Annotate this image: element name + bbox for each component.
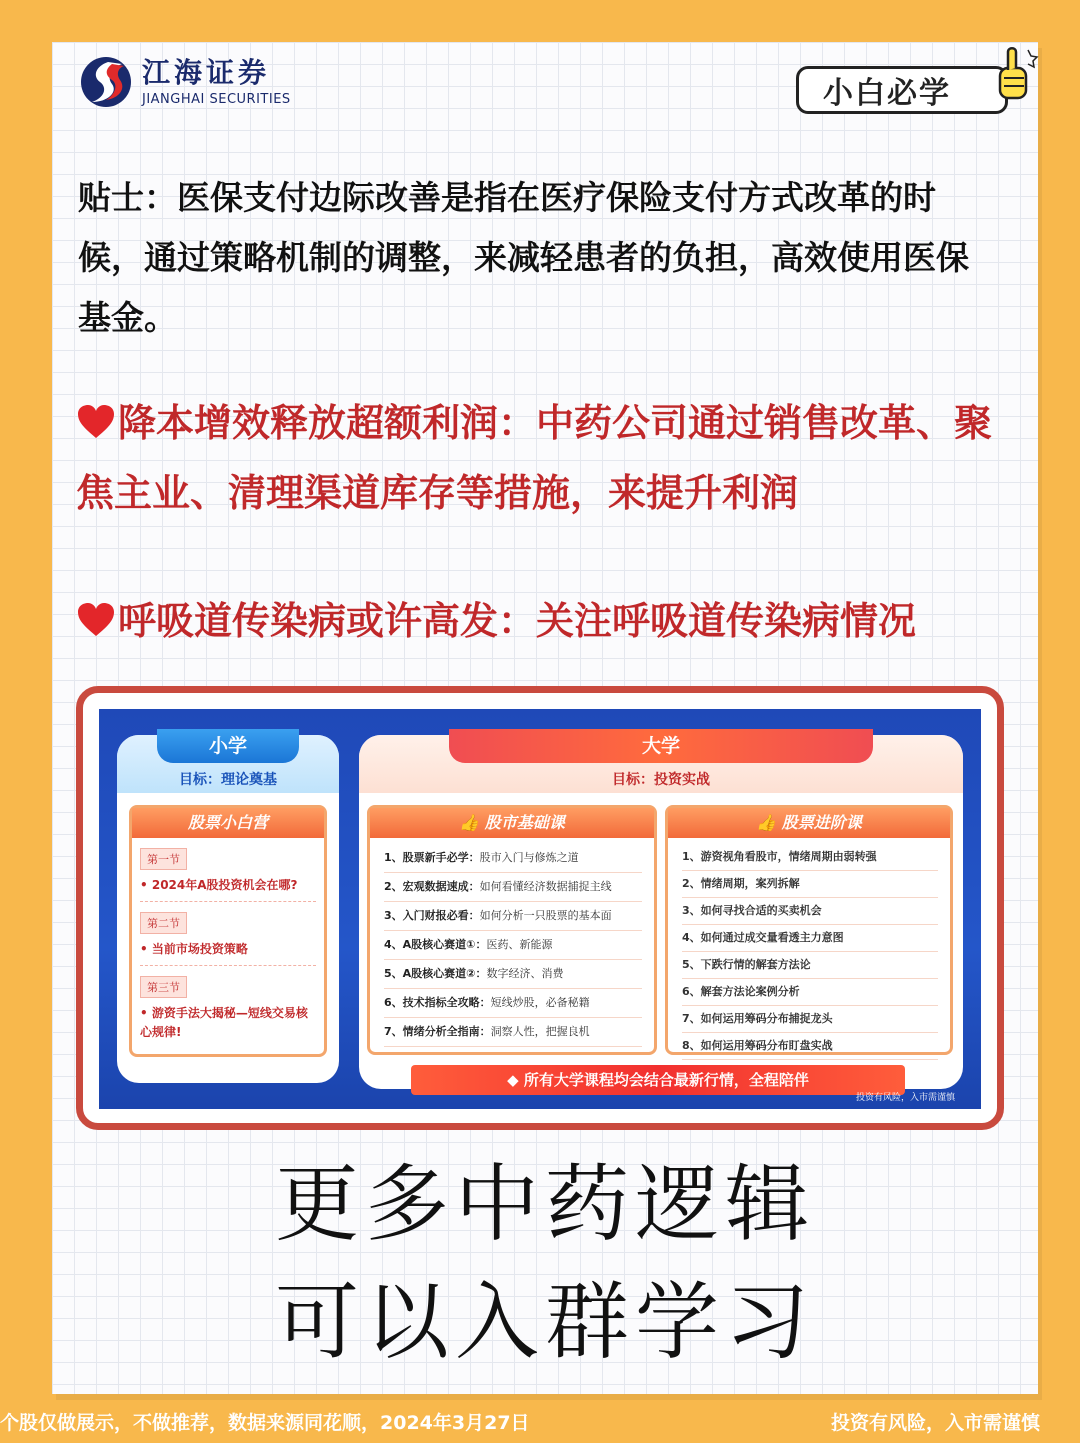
item-head: 7、情绪分析全指南： <box>384 1025 491 1038</box>
advanced-course-box <box>665 805 953 1055</box>
jianghai-logo-icon <box>78 54 134 110</box>
brand-logo <box>78 54 291 110</box>
divider <box>140 901 316 902</box>
item-body: 医药、新能源 <box>486 938 553 951</box>
item-head: 5、A股核心赛道②： <box>384 967 487 980</box>
university-tab: 大学 <box>449 729 873 763</box>
list-item: 4、如何通过成交量看透主力意图 <box>682 925 938 952</box>
list-item: 2、情绪周期，案列拆解 <box>682 871 938 898</box>
basic-course-title-text: 股市基础课 <box>484 813 565 832</box>
item-head: 4、A股核心赛道①： <box>384 938 487 951</box>
panel-disclaimer: 投资有风险，入市需谨慎 <box>855 1093 955 1103</box>
badge-label: 小白必学 <box>823 76 951 111</box>
primary-school-column <box>117 735 339 1083</box>
thumbs-up-icon <box>990 44 1040 102</box>
basic-course-box <box>367 805 657 1055</box>
section-tag: 第二节 <box>140 912 187 934</box>
beginner-camp-title: 股票小白营 <box>132 808 324 838</box>
basic-course-title: 👍 股市基础课 <box>370 808 654 838</box>
university-goal: 目标：投资实战 <box>612 772 710 788</box>
section-3 <box>140 976 324 1042</box>
item-body: 数字经济、消费 <box>486 967 564 980</box>
divider <box>140 965 316 966</box>
list-item <box>384 873 642 902</box>
heart-icon <box>76 602 116 638</box>
brand-name-en: JIANGHAI SECURITIES <box>142 91 291 107</box>
item-head: 2、宏观数据速成： <box>384 880 480 893</box>
item-body: 洞察人性，把握良机 <box>490 1025 590 1038</box>
section-text: • 2024年A股投资机会在哪? <box>140 878 298 892</box>
section-tag: 第三节 <box>140 976 187 998</box>
course-panel <box>99 709 981 1109</box>
item-head: 3、入门财报必看： <box>384 909 480 922</box>
list-item: 6、解套方法论案例分析 <box>682 979 938 1006</box>
cta-line-1: 更多中药逻辑 <box>274 1155 815 1253</box>
advanced-course-title-text: 股票进阶课 <box>781 813 862 832</box>
list-item: 7、如何运用筹码分布捕捉龙头 <box>682 1006 938 1033</box>
content-card <box>52 42 1038 1394</box>
basic-course-list <box>370 838 654 1047</box>
point-text: 降本增效释放超额利润：中药公司通过销售改革、聚焦主业、清理渠道库存等措施，来提升利润 <box>76 401 993 515</box>
university-banner: ◆ 所有大学课程均会结合最新行情，全程陪伴 <box>411 1065 905 1095</box>
item-head: 6、技术指标全攻略： <box>384 996 491 1009</box>
section-text: • 游资手法大揭秘—短线交易核心规律! <box>140 1006 308 1039</box>
section-tag: 第一节 <box>140 848 187 870</box>
list-item: 5、下跌行情的解套方法论 <box>682 952 938 979</box>
footer <box>0 1400 1080 1443</box>
list-item <box>384 931 642 960</box>
list-item: 8、如何运用筹码分布盯盘实战 <box>682 1033 938 1060</box>
item-body: 如何分析一只股票的基本面 <box>479 909 612 922</box>
university-column <box>359 735 963 1089</box>
brand-name-cn: 江海证券 <box>142 55 271 89</box>
banner-text: 所有大学课程均会结合最新行情，全程陪伴 <box>523 1071 809 1089</box>
point-respiratory <box>76 586 1016 656</box>
list-item: 1、游资视角看股市，情绪周期由弱转强 <box>682 844 938 871</box>
heart-icon <box>76 404 116 440</box>
section-text: • 当前市场投资策略 <box>140 942 248 956</box>
item-body: 短线炒股，必备秘籍 <box>490 996 590 1009</box>
advanced-course-list <box>668 838 950 1060</box>
list-item <box>384 989 642 1018</box>
advanced-course-title: 👍 股票进阶课 <box>668 808 950 838</box>
section-2 <box>140 912 324 966</box>
primary-goal: 目标：理论奠基 <box>179 772 277 788</box>
item-head: 1、股票新手必学： <box>384 851 480 864</box>
course-panel-frame <box>76 686 1004 1130</box>
list-item: 3、如何寻找合适的买卖机会 <box>682 898 938 925</box>
item-body: 如何看懂经济数据捕捉主线 <box>479 880 612 893</box>
point-cost-reduction <box>76 388 1016 528</box>
list-item <box>384 902 642 931</box>
cta-line-2: 可以入群学习 <box>274 1273 815 1371</box>
list-item <box>384 1018 642 1047</box>
item-body: 股市入门与修炼之道 <box>479 851 579 864</box>
beginner-camp-box <box>129 805 327 1057</box>
point-text: 呼吸道传染病或许高发：关注呼吸道传染病情况 <box>118 599 917 643</box>
beginner-badge <box>796 66 1008 114</box>
footer-left-note: 个股仅做展示，不做推荐，数据来源同花顺，2024年3月27日 <box>0 1412 530 1434</box>
section-1 <box>140 848 324 902</box>
tip-paragraph: 贴士：医保支付边际改善是指在医疗保险支付方式改革的时候，通过策略机制的调整，来减轻患者的负担，高效使用医保基金。 <box>78 178 969 337</box>
list-item <box>384 844 642 873</box>
list-item <box>384 960 642 989</box>
primary-tab: 小学 <box>157 729 299 763</box>
footer-right-note: 投资有风险，入市需谨慎 <box>830 1412 1040 1434</box>
